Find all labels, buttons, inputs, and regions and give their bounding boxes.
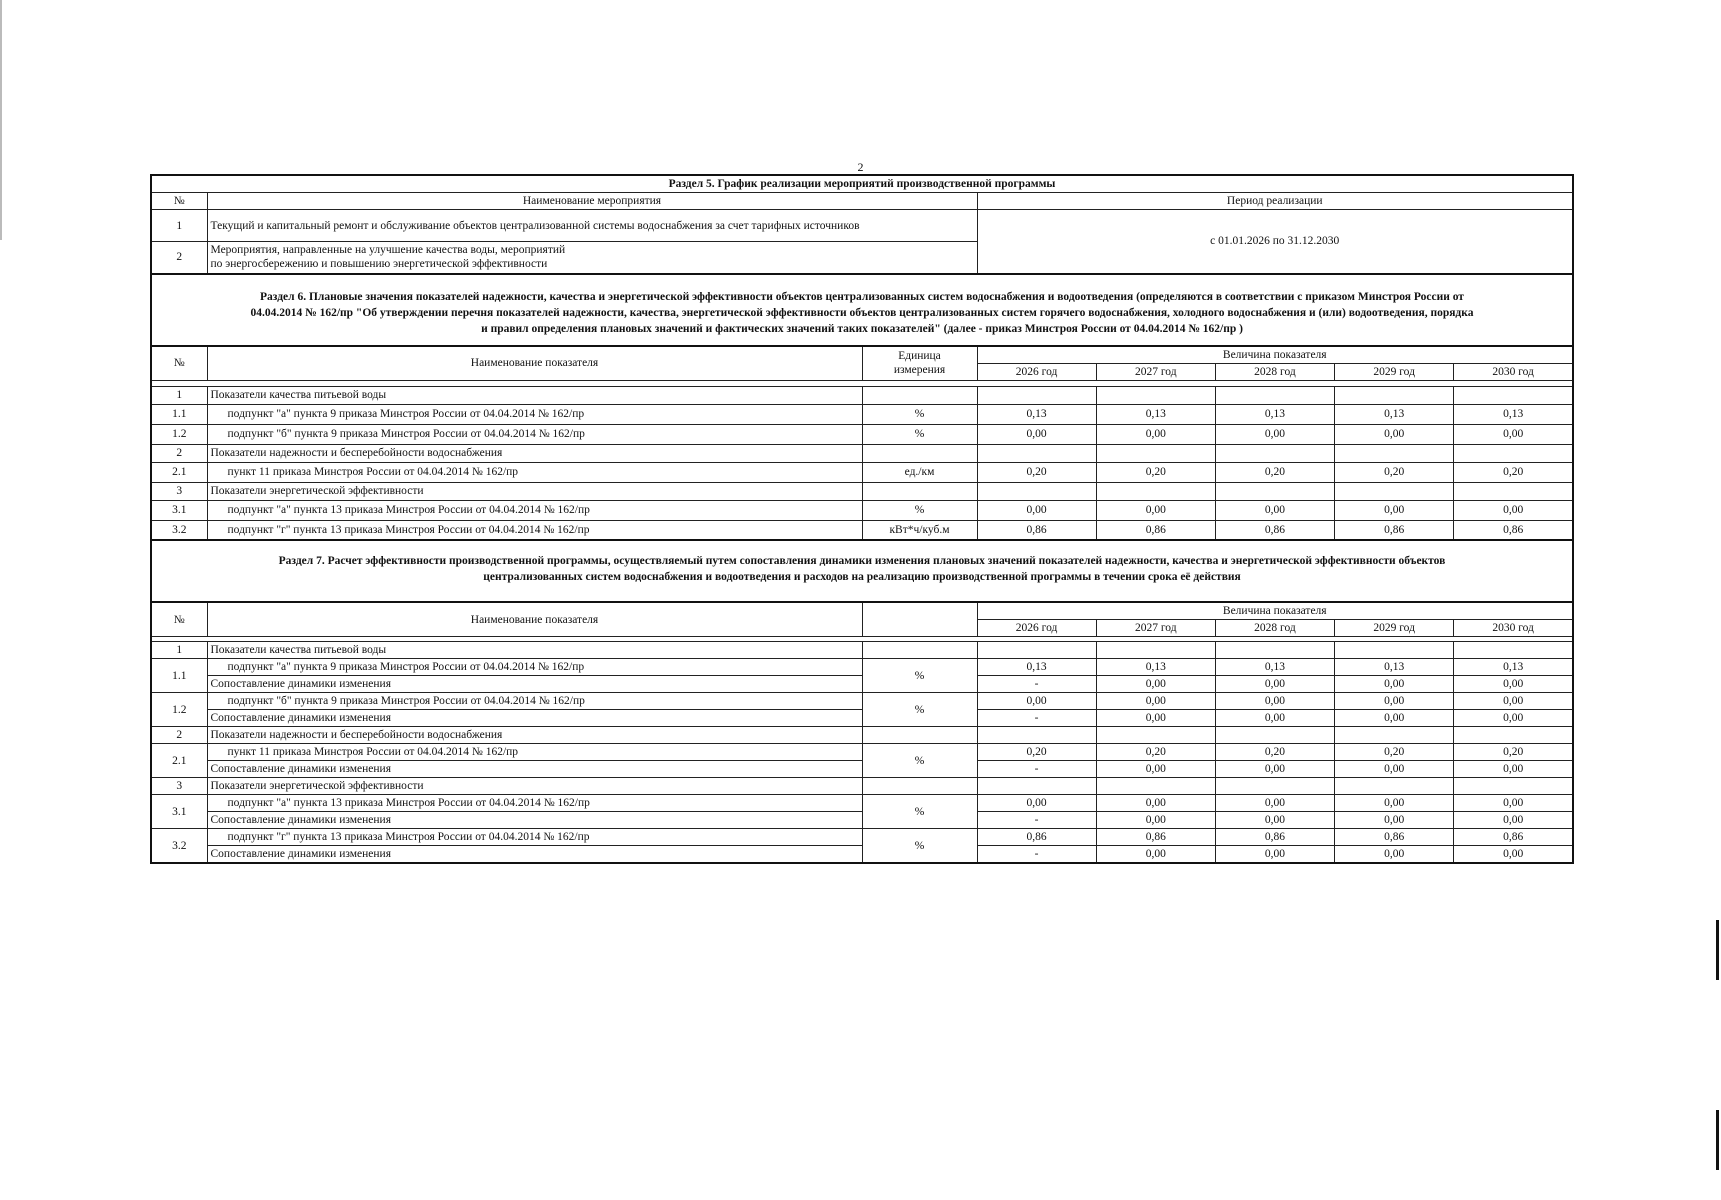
- row-number: 3.2: [151, 829, 207, 864]
- empty-cell: [1096, 444, 1215, 462]
- value-cell: 0,00: [1454, 424, 1573, 444]
- compare-label: Сопоставление динамики изменения: [207, 710, 862, 727]
- compare-value-cell: 0,00: [1096, 846, 1215, 864]
- compare-value-cell: 0,00: [1335, 761, 1454, 778]
- table-row: [151, 404, 1573, 424]
- value-cell: 0,20: [1335, 462, 1454, 482]
- section6-group-row: [151, 444, 1573, 462]
- indicator-name: подпункт "б" пункта 9 приказа Минстроя России от 04.04.2014 № 162/пр: [207, 693, 862, 710]
- section5-header-period: Период реализации: [977, 193, 1573, 210]
- value-cell: 0,00: [1215, 693, 1334, 710]
- section6-header-year: 2030 год: [1454, 363, 1573, 380]
- empty-cell: [862, 482, 977, 500]
- empty-cell: [977, 482, 1096, 500]
- empty-cell: [977, 444, 1096, 462]
- empty-cell: [977, 386, 1096, 404]
- unit-cell: %: [862, 659, 977, 693]
- value-cell: 0,20: [977, 462, 1096, 482]
- value-cell: 0,00: [1096, 424, 1215, 444]
- section7-table: [150, 601, 1574, 864]
- value-cell: 0,00: [1335, 424, 1454, 444]
- section6-header-year: 2027 год: [1096, 363, 1215, 380]
- compare-value-cell: 0,00: [1096, 761, 1215, 778]
- row-number: 1: [151, 642, 207, 659]
- empty-cell: [1215, 727, 1334, 744]
- section7-title-line: Раздел 7. Расчет эффективности производственной программы, осуществляемый путем сопоставления динамики изменения плановых значений показателей надежности, качества и энергетической эффективности объектов: [278, 555, 1446, 567]
- section7-group-row: [151, 778, 1573, 795]
- value-cell: 0,86: [977, 829, 1096, 846]
- section5-row-name: Текущий и капитальный ремонт и обслуживание объектов централизованной системы водоснабжения за счет тарифных источников: [207, 210, 977, 242]
- section6-group-row: [151, 386, 1573, 404]
- empty-cell: [1335, 482, 1454, 500]
- indicator-name: подпункт "а" пункта 9 приказа Минстроя России от 04.04.2014 № 162/пр: [207, 659, 862, 676]
- value-cell: 0,86: [1335, 829, 1454, 846]
- compare-value-cell: 0,00: [1215, 761, 1334, 778]
- table-row: [151, 795, 1573, 812]
- section6-header-year: 2028 год: [1215, 363, 1334, 380]
- value-cell: 0,00: [1335, 500, 1454, 520]
- page-number: 2: [857, 160, 864, 174]
- compare-value-cell: 0,00: [1454, 710, 1573, 727]
- section5-header-name: Наименование мероприятия: [207, 193, 977, 210]
- compare-value-cell: 0,00: [1454, 846, 1573, 864]
- row-number: 3: [151, 482, 207, 500]
- document-sheet: [150, 174, 1574, 864]
- value-cell: 0,13: [977, 659, 1096, 676]
- value-cell: 0,13: [1335, 659, 1454, 676]
- section6-header-unit-line: измерения: [893, 364, 946, 376]
- indicator-name: подпункт "г" пункта 13 приказа Минстроя России от 04.04.2014 № 162/пр: [207, 520, 862, 540]
- value-cell: 0,86: [1335, 520, 1454, 540]
- group-name: Показатели энергетической эффективности: [207, 482, 862, 500]
- compare-value-cell: 0,00: [1215, 812, 1334, 829]
- compare-value-cell: -: [977, 761, 1096, 778]
- table-row: [151, 520, 1573, 540]
- compare-value-cell: 0,00: [1454, 676, 1573, 693]
- unit-cell: %: [862, 795, 977, 829]
- value-cell: 0,13: [1454, 659, 1573, 676]
- section5-header-num: №: [151, 193, 207, 210]
- value-cell: 0,00: [977, 500, 1096, 520]
- scan-edge-mark: [1716, 1110, 1719, 1170]
- unit-cell: ед./км: [862, 462, 977, 482]
- row-number: 1: [151, 386, 207, 404]
- value-cell: 0,20: [1215, 462, 1334, 482]
- empty-cell: [1335, 444, 1454, 462]
- compare-value-cell: 0,00: [1096, 812, 1215, 829]
- compare-value-cell: 0,00: [1215, 676, 1334, 693]
- empty-cell: [862, 778, 977, 795]
- value-cell: 0,13: [1096, 659, 1215, 676]
- empty-cell: [1215, 778, 1334, 795]
- empty-cell: [1454, 444, 1573, 462]
- indicator-name: подпункт "а" пункта 13 приказа Минстроя России от 04.04.2014 № 162/пр: [207, 795, 862, 812]
- value-cell: 0,00: [1335, 795, 1454, 812]
- value-cell: 0,00: [1454, 693, 1573, 710]
- group-name: Показатели энергетической эффективности: [207, 778, 862, 795]
- empty-cell: [977, 727, 1096, 744]
- row-number: 2.1: [151, 744, 207, 778]
- value-cell: 0,00: [1335, 693, 1454, 710]
- compare-value-cell: 0,00: [1454, 812, 1573, 829]
- section7-header-year: 2026 год: [977, 620, 1096, 637]
- compare-value-cell: -: [977, 846, 1096, 864]
- group-name: Показатели надежности и бесперебойности водоснабжения: [207, 444, 862, 462]
- table-row: [151, 744, 1573, 761]
- value-cell: 0,86: [1096, 520, 1215, 540]
- section5-row-name: [207, 242, 977, 274]
- compare-value-cell: -: [977, 710, 1096, 727]
- section7-header-year: 2030 год: [1454, 620, 1573, 637]
- value-cell: 0,00: [977, 795, 1096, 812]
- compare-value-cell: 0,00: [1335, 846, 1454, 864]
- compare-value-cell: 0,00: [1215, 710, 1334, 727]
- empty-cell: [1096, 778, 1215, 795]
- value-cell: 0,00: [1096, 795, 1215, 812]
- empty-cell: [1335, 642, 1454, 659]
- value-cell: 0,86: [1454, 829, 1573, 846]
- row-number: 2: [151, 444, 207, 462]
- section7-header-value: Величина показателя: [977, 602, 1573, 620]
- empty-cell: [1215, 386, 1334, 404]
- value-cell: 0,86: [977, 520, 1096, 540]
- compare-label: Сопоставление динамики изменения: [207, 846, 862, 864]
- table-row: [151, 462, 1573, 482]
- section7-group-row: [151, 642, 1573, 659]
- group-name: Показатели надежности и бесперебойности водоснабжения: [207, 727, 862, 744]
- empty-cell: [1454, 642, 1573, 659]
- empty-cell: [862, 386, 977, 404]
- compare-value-cell: 0,00: [1215, 846, 1334, 864]
- value-cell: 0,13: [977, 404, 1096, 424]
- section5-row-name-line: Мероприятия, направленные на улучшение качества воды, мероприятий: [210, 244, 566, 257]
- group-name: Показатели качества питьевой воды: [207, 642, 862, 659]
- indicator-name: подпункт "а" пункта 13 приказа Минстроя России от 04.04.2014 № 162/пр: [207, 500, 862, 520]
- value-cell: 0,20: [1215, 744, 1334, 761]
- value-cell: 0,13: [1096, 404, 1215, 424]
- value-cell: 0,00: [1215, 795, 1334, 812]
- value-cell: 0,00: [1096, 500, 1215, 520]
- section7-header-year: 2027 год: [1096, 620, 1215, 637]
- value-cell: 0,13: [1215, 659, 1334, 676]
- empty-cell: [977, 642, 1096, 659]
- section6-title-line: и правил определения плановых значений и фактических значений таких показателей" (далее - приказ Минстроя России от 04.04.2014 № 162/пр ): [481, 322, 1243, 335]
- compare-value-cell: 0,00: [1335, 676, 1454, 693]
- section5-table: [150, 174, 1574, 275]
- section6-header-year: 2029 год: [1335, 363, 1454, 380]
- section7-group-row: [151, 727, 1573, 744]
- unit-cell: кВт*ч/куб.м: [862, 520, 977, 540]
- indicator-name: подпункт "а" пункта 9 приказа Минстроя России от 04.04.2014 № 162/пр: [207, 404, 862, 424]
- value-cell: 0,00: [1215, 500, 1334, 520]
- unit-cell: %: [862, 500, 977, 520]
- value-cell: 0,00: [977, 424, 1096, 444]
- empty-cell: [1096, 386, 1215, 404]
- section7-title: [150, 541, 1574, 601]
- unit-cell: %: [862, 424, 977, 444]
- scan-edge-mark: [1716, 920, 1719, 980]
- section6-header-unit-line: Единица: [898, 350, 941, 362]
- section6-header-unit: [862, 346, 977, 381]
- compare-value-cell: 0,00: [1096, 710, 1215, 727]
- table-row: [151, 693, 1573, 710]
- compare-value-cell: -: [977, 812, 1096, 829]
- value-cell: 0,86: [1096, 829, 1215, 846]
- empty-cell: [1215, 482, 1334, 500]
- table-row: [151, 500, 1573, 520]
- empty-cell: [862, 444, 977, 462]
- row-number: 3.1: [151, 500, 207, 520]
- section6-group-row: [151, 482, 1573, 500]
- empty-cell: [1335, 727, 1454, 744]
- compare-value-cell: 0,00: [1454, 761, 1573, 778]
- table-row: [151, 659, 1573, 676]
- table-row: [151, 829, 1573, 846]
- row-number: 3: [151, 778, 207, 795]
- value-cell: 0,20: [1454, 744, 1573, 761]
- empty-cell: [1215, 642, 1334, 659]
- value-cell: 0,20: [1335, 744, 1454, 761]
- empty-cell: [1454, 727, 1573, 744]
- empty-cell: [1096, 727, 1215, 744]
- group-name: Показатели качества питьевой воды: [207, 386, 862, 404]
- section6-header-name: Наименование показателя: [207, 346, 862, 381]
- compare-label: Сопоставление динамики изменения: [207, 761, 862, 778]
- empty-cell: [1335, 386, 1454, 404]
- section5-row-name-line: по энергосбережению и повышению энергетической эффективности: [210, 258, 548, 271]
- indicator-name: пункт 11 приказа Минстроя России от 04.04.2014 № 162/пр: [207, 462, 862, 482]
- row-number: 1.1: [151, 659, 207, 693]
- empty-cell: [1335, 778, 1454, 795]
- compare-value-cell: 0,00: [1335, 812, 1454, 829]
- empty-cell: [862, 727, 977, 744]
- section7-header-num: №: [151, 602, 207, 637]
- scan-edge-mark: [0, 0, 2, 240]
- value-cell: 0,20: [1096, 744, 1215, 761]
- value-cell: 0,86: [1215, 520, 1334, 540]
- value-cell: 0,00: [1454, 795, 1573, 812]
- unit-cell: %: [862, 829, 977, 864]
- section5-period-value: с 01.01.2026 по 31.12.2030: [977, 210, 1573, 274]
- indicator-name: подпункт "б" пункта 9 приказа Минстроя России от 04.04.2014 № 162/пр: [207, 424, 862, 444]
- section7-header-unit: [862, 602, 977, 637]
- value-cell: 0,86: [1215, 829, 1334, 846]
- section6-title: [150, 275, 1574, 345]
- compare-label: Сопоставление динамики изменения: [207, 812, 862, 829]
- section6-header-num: №: [151, 346, 207, 381]
- empty-cell: [862, 642, 977, 659]
- section6-title-line: 04.04.2014 № 162/пр "Об утверждении перечня показателей надежности, качества, энергетической эффективности объектов централизованных систем горячего водоснабжения, холодного водоснабжения и (или) водоотведения, порядка: [250, 306, 1474, 319]
- section6-header-value: Величина показателя: [977, 346, 1573, 364]
- section6-title-line: Раздел 6. Плановые значения показателей надежности, качества и энергетической эффективности объектов централизованных систем водоснабжения и водоотведения (определяются в соответствии с приказом Минстроя России от: [260, 290, 1464, 303]
- indicator-name: пункт 11 приказа Минстроя России от 04.04.2014 № 162/пр: [207, 744, 862, 761]
- section5-row-num: 1: [151, 210, 207, 242]
- value-cell: 0,13: [1454, 404, 1573, 424]
- section7-header-year: 2029 год: [1335, 620, 1454, 637]
- empty-cell: [1454, 778, 1573, 795]
- unit-cell: %: [862, 693, 977, 727]
- value-cell: 0,13: [1335, 404, 1454, 424]
- indicator-name: подпункт "г" пункта 13 приказа Минстроя России от 04.04.2014 № 162/пр: [207, 829, 862, 846]
- section5-title: Раздел 5. График реализации мероприятий производственной программы: [151, 175, 1573, 193]
- table-row: [151, 424, 1573, 444]
- section7-header-year: 2028 год: [1215, 620, 1334, 637]
- empty-cell: [1454, 482, 1573, 500]
- row-number: 2.1: [151, 462, 207, 482]
- row-number: 3.2: [151, 520, 207, 540]
- section6-header-year: 2026 год: [977, 363, 1096, 380]
- row-number: 3.1: [151, 795, 207, 829]
- row-number: 1.1: [151, 404, 207, 424]
- section5-row-num: 2: [151, 242, 207, 274]
- section7-header-name: Наименование показателя: [207, 602, 862, 637]
- section7-title-line: централизованных систем водоснабжения и водоотведения и расходов на реализацию производственной программы в течении срока её действия: [483, 571, 1241, 583]
- section6-table: [150, 345, 1574, 542]
- value-cell: 0,00: [1215, 424, 1334, 444]
- value-cell: 0,20: [977, 744, 1096, 761]
- empty-cell: [977, 778, 1096, 795]
- value-cell: 0,00: [977, 693, 1096, 710]
- empty-cell: [1215, 444, 1334, 462]
- unit-cell: %: [862, 404, 977, 424]
- compare-value-cell: 0,00: [1335, 710, 1454, 727]
- compare-value-cell: -: [977, 676, 1096, 693]
- value-cell: 0,00: [1454, 500, 1573, 520]
- unit-cell: %: [862, 744, 977, 778]
- empty-cell: [1096, 482, 1215, 500]
- value-cell: 0,20: [1454, 462, 1573, 482]
- value-cell: 0,00: [1096, 693, 1215, 710]
- value-cell: 0,86: [1454, 520, 1573, 540]
- row-number: 1.2: [151, 693, 207, 727]
- value-cell: 0,20: [1096, 462, 1215, 482]
- row-number: 1.2: [151, 424, 207, 444]
- compare-label: Сопоставление динамики изменения: [207, 676, 862, 693]
- row-number: 2: [151, 727, 207, 744]
- value-cell: 0,13: [1215, 404, 1334, 424]
- empty-cell: [1096, 642, 1215, 659]
- compare-value-cell: 0,00: [1096, 676, 1215, 693]
- empty-cell: [1454, 386, 1573, 404]
